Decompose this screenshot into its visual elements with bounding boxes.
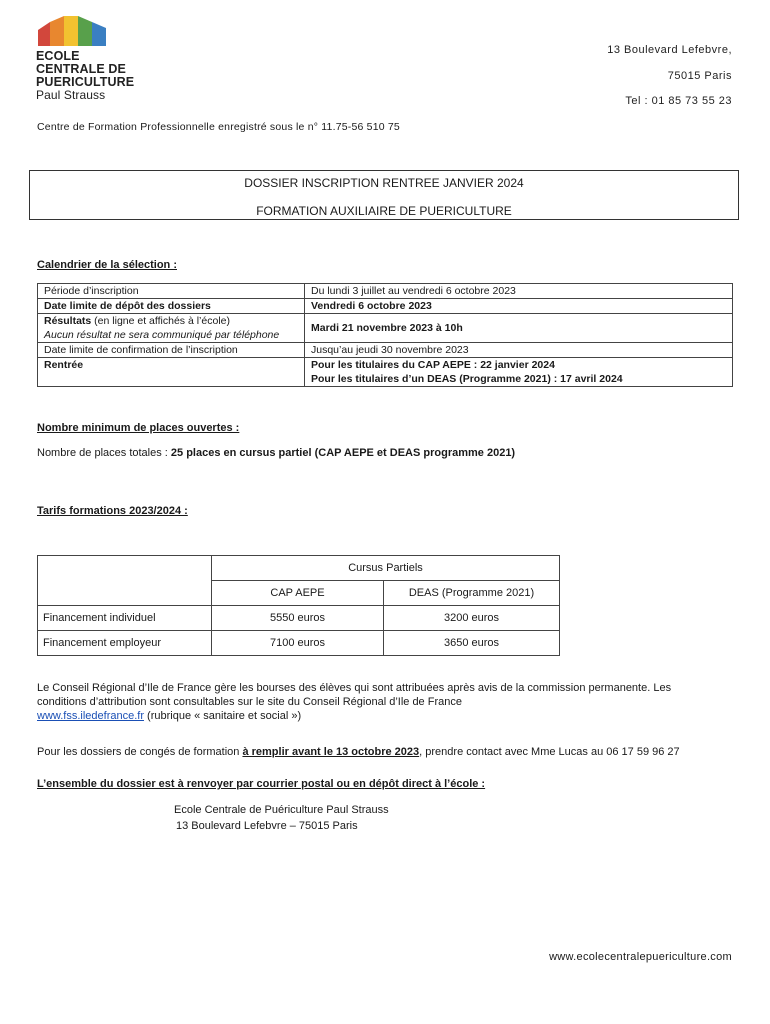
places-text: [37, 447, 515, 459]
table-row: [38, 358, 733, 387]
address-phone: Tel : 01 85 73 55 23: [625, 95, 732, 107]
tarifs-cell: 5550 euros: [212, 606, 384, 631]
tarifs-heading: Tarifs formations 2023/2024 :: [37, 505, 188, 517]
places-value: 25 places en cursus partiel (CAP AEPE et DEAS programme 2021): [170, 447, 516, 459]
logo-line-3: PUERICULTURE: [36, 75, 135, 89]
table-row: [38, 299, 733, 314]
conseil-link[interactable]: www.fss.iledefrance.fr: [37, 710, 144, 722]
calendar-value: Vendredi 6 octobre 2023: [305, 299, 733, 314]
conseil-line-1: Le Conseil Régional d’Ile de France gère les bourses des élèves qui sont attribuées après avis de la commission permanente. Les: [37, 682, 672, 694]
table-row: [38, 606, 560, 631]
table-row: [38, 343, 733, 358]
document-title-line-2: FORMATION AUXILIAIRE DE PUERICULTURE: [256, 204, 512, 218]
envoi-address: 13 Boulevard Lefebvre – 75015 Paris: [176, 820, 358, 832]
calendar-label: Date limite de confirmation de l’inscription: [38, 343, 305, 358]
school-logo-text: [36, 50, 134, 102]
conges-after: , prendre contact avec Mme Lucas au 06 17 59 96 27: [419, 746, 680, 758]
tarifs-column-header: CAP AEPE: [212, 581, 384, 606]
conseil-line-3: [37, 710, 737, 722]
tarifs-cell: 7100 euros: [212, 631, 384, 656]
document-title-box: [29, 170, 739, 220]
table-row: [38, 556, 560, 581]
envoi-heading: L’ensemble du dossier est à renvoyer par courrier postal ou en dépôt direct à l’école :: [37, 778, 486, 790]
rentree-cap: Pour les titulaires du CAP AEPE : 22 janvier 2024: [311, 359, 555, 371]
rentree-deas: Pour les titulaires d’un DEAS (Programme 2021) : 17 avril 2024: [311, 373, 623, 385]
conges-text: [37, 746, 680, 758]
tarifs-column-header: DEAS (Programme 2021): [384, 581, 560, 606]
conseil-text: [37, 682, 737, 722]
logo-line-1: ECOLE: [36, 49, 80, 63]
places-heading: Nombre minimum de places ouvertes :: [37, 422, 240, 434]
logo-line-2: CENTRALE DE: [36, 62, 126, 76]
tarifs-cell: 3650 euros: [384, 631, 560, 656]
calendar-value: [305, 358, 733, 387]
results-label: Résultats: [44, 315, 92, 327]
conges-deadline: à remplir avant le 13 octobre 2023: [242, 746, 420, 758]
registration-text: Centre de Formation Professionnelle enregistré sous le n° 11.75-56 510 75: [37, 121, 400, 133]
conseil-line-2: conditions d’attribution sont consultables sur le site du Conseil Régional d’Ile de France: [37, 696, 462, 708]
table-row: [38, 631, 560, 656]
footer-website[interactable]: www.ecolecentralepuericulture.com: [549, 951, 732, 963]
calendar-value: Mardi 21 novembre 2023 à 10h: [305, 314, 733, 343]
places-label: Nombre de places totales :: [37, 447, 171, 459]
calendar-label: Date limite de dépôt des dossiers: [38, 299, 305, 314]
logo-line-4: Paul Strauss: [36, 88, 106, 102]
calendar-table: [37, 283, 733, 387]
tarifs-row-label: Financement employeur: [38, 631, 212, 656]
tarifs-cell: 3200 euros: [384, 606, 560, 631]
results-warning: Aucun résultat ne sera communiqué par téléphone: [44, 329, 280, 341]
document-title-line-1: DOSSIER INSCRIPTION RENTREE JANVIER 2024: [244, 176, 524, 190]
envoi-name: Ecole Centrale de Puériculture Paul Strauss: [174, 804, 389, 816]
tarifs-group-header: Cursus Partiels: [212, 556, 560, 581]
tarifs-row-label: Financement individuel: [38, 606, 212, 631]
address-street: 13 Boulevard Lefebvre,: [607, 44, 732, 56]
calendar-heading: Calendrier de la sélection :: [37, 259, 177, 271]
address-city: 75015 Paris: [667, 70, 732, 82]
results-note: (en ligne et affichés à l’école): [91, 315, 230, 327]
calendar-value: Du lundi 3 juillet au vendredi 6 octobre 2023: [305, 284, 733, 299]
calendar-value: Jusqu’au jeudi 30 novembre 2023: [305, 343, 733, 358]
tarifs-table: [37, 555, 560, 656]
calendar-label: Rentrée: [38, 358, 305, 387]
calendar-label: Période d’inscription: [38, 284, 305, 299]
table-cell-empty: [38, 556, 212, 606]
calendar-label: [38, 314, 305, 343]
conges-before: Pour les dossiers de congés de formation: [37, 746, 243, 758]
table-row: [38, 314, 733, 343]
school-logo-icon: [38, 16, 106, 46]
conseil-link-note: (rubrique « sanitaire et social »): [143, 710, 302, 722]
table-row: [38, 284, 733, 299]
